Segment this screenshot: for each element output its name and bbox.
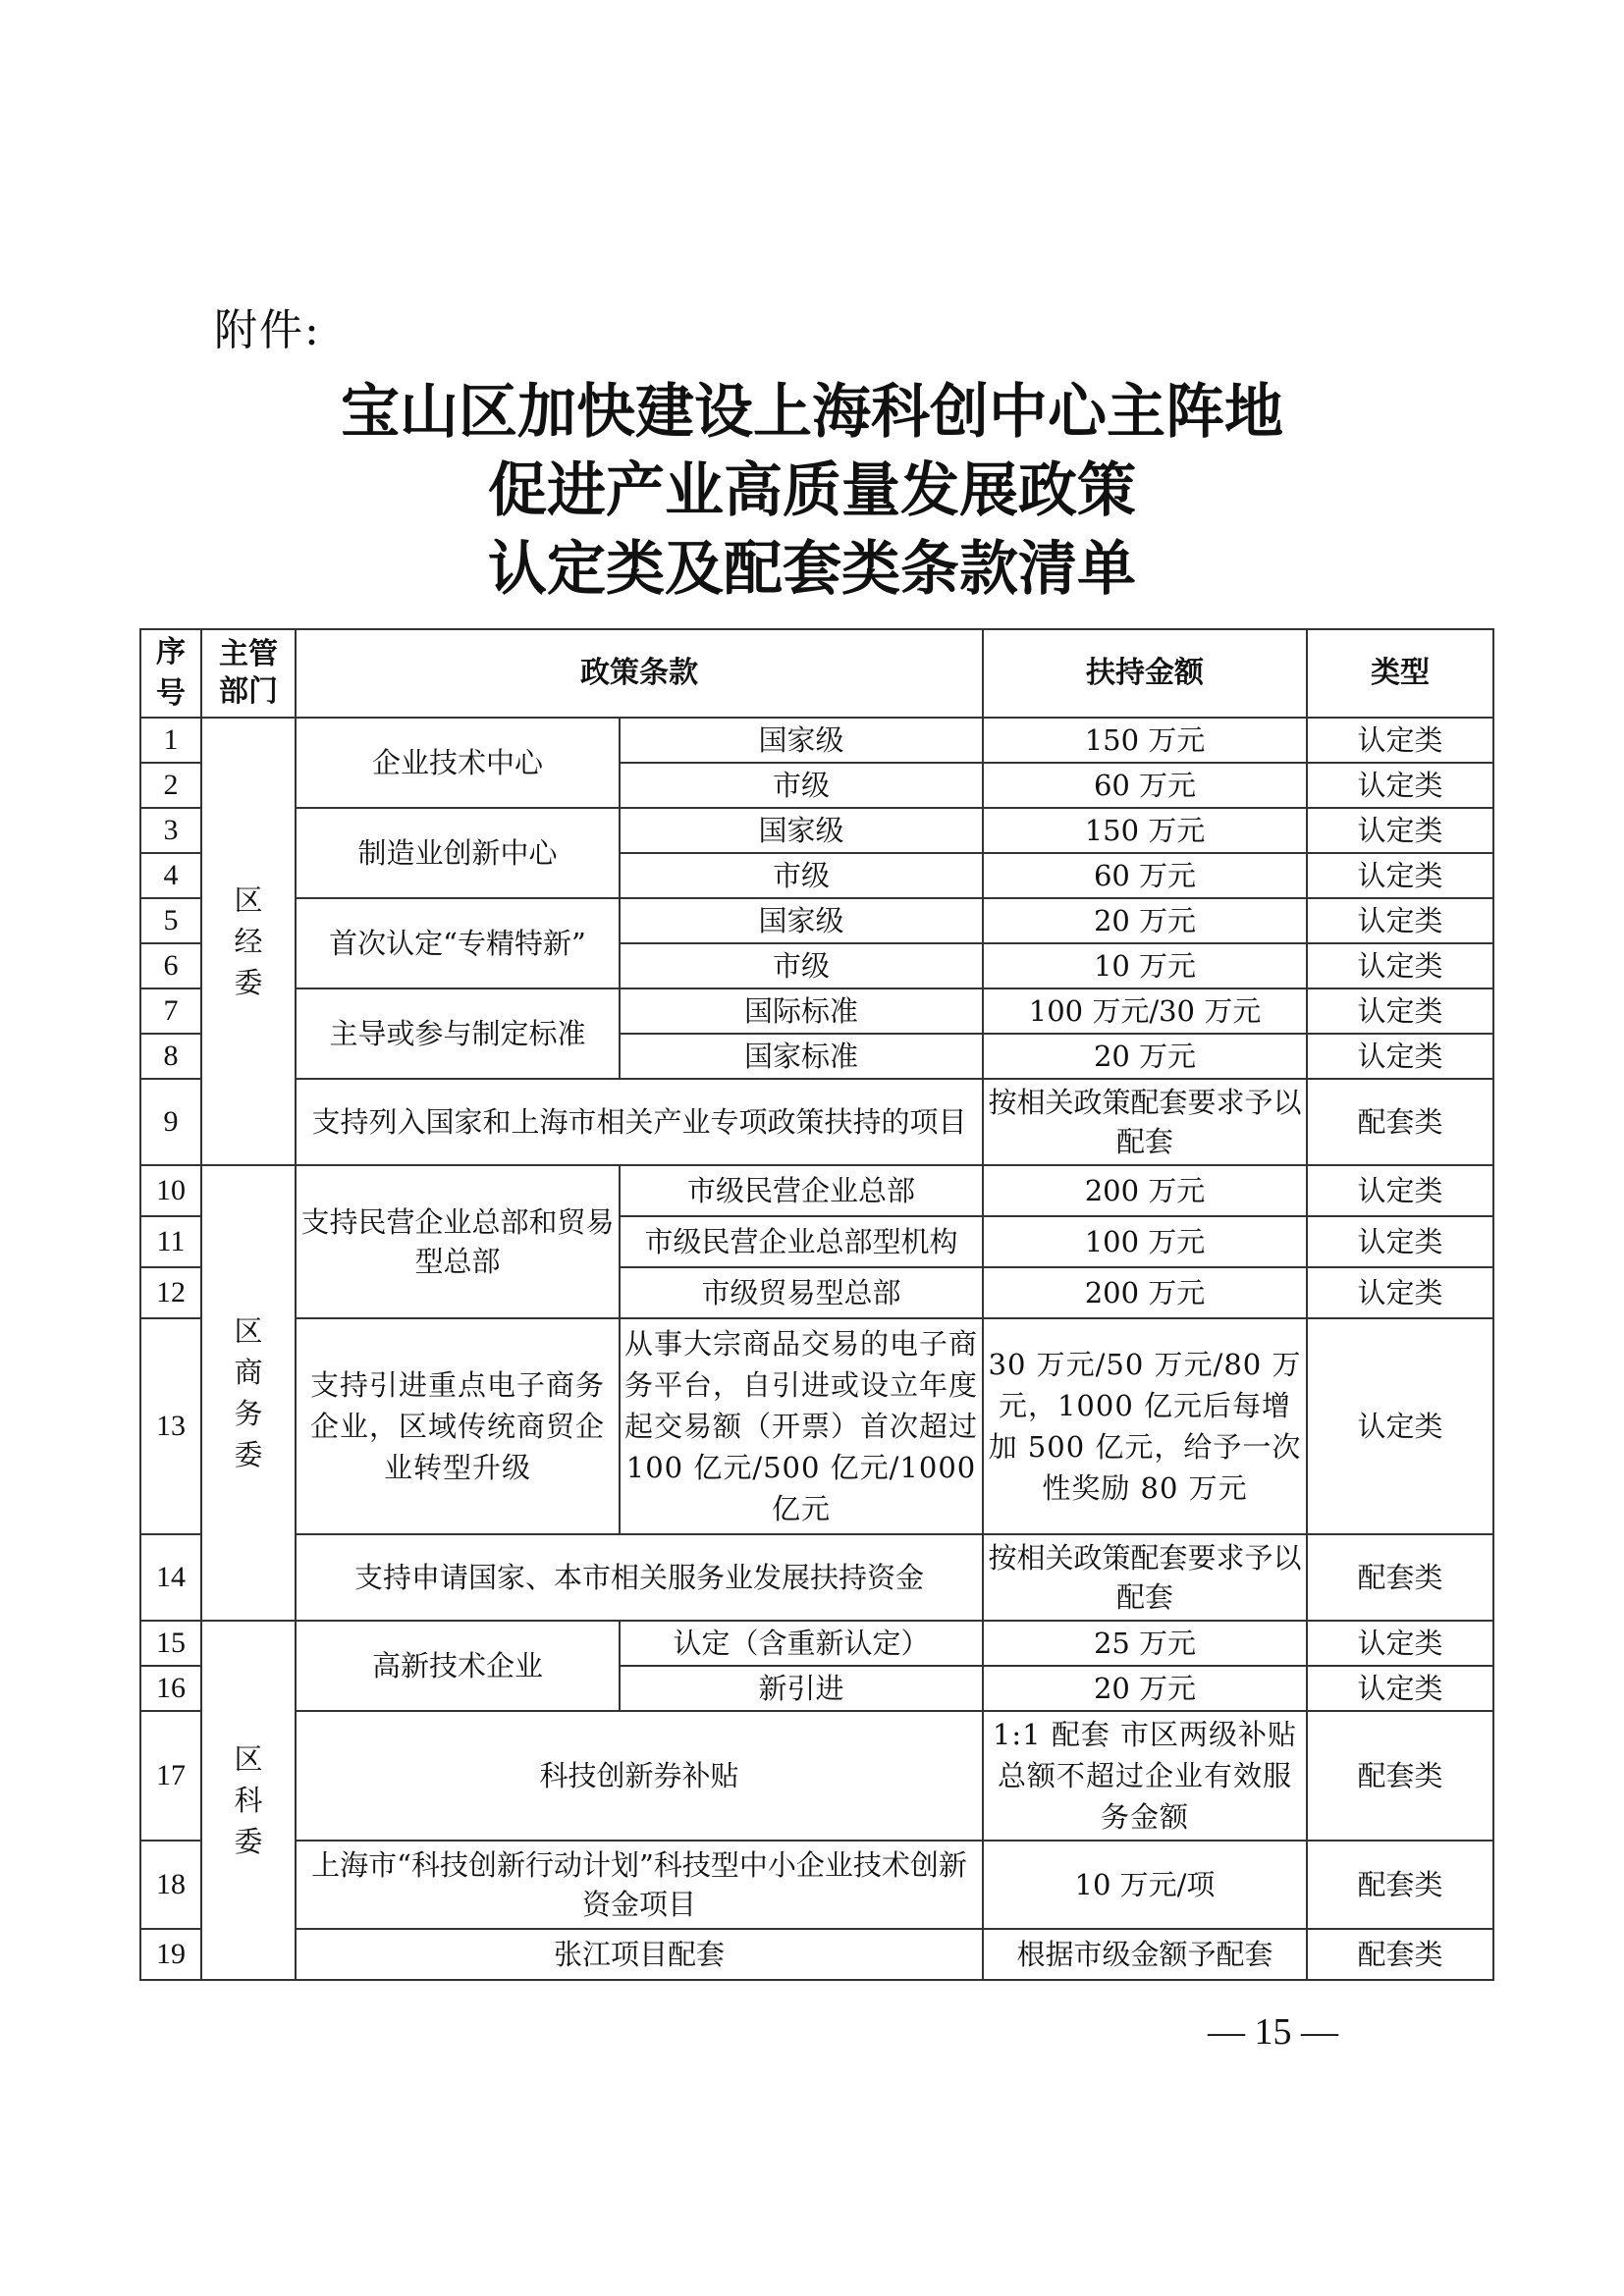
sub-cell: 国家标准 xyxy=(620,1034,983,1079)
type-cell: 配套类 xyxy=(1307,1929,1493,1980)
amount-cell: 150 万元 xyxy=(983,718,1307,763)
header-dept: 主管部门 xyxy=(201,629,296,718)
clause-cell: 科技创新券补贴 xyxy=(296,1711,983,1841)
group-cell: 主导或参与制定标准 xyxy=(296,988,620,1079)
amount-cell: 200 万元 xyxy=(983,1267,1307,1318)
type-cell: 认定类 xyxy=(1307,853,1493,898)
type-cell: 认定类 xyxy=(1307,943,1493,988)
policy-table xyxy=(139,628,1494,1981)
header-clause: 政策条款 xyxy=(296,629,983,718)
table-row xyxy=(140,988,1493,1034)
table-row xyxy=(140,1318,1493,1534)
table-row xyxy=(140,1079,1493,1165)
sub-cell: 认定（含重新认定） xyxy=(620,1621,983,1666)
type-cell: 认定类 xyxy=(1307,1621,1493,1666)
group-cell: 支持引进重点电子商务企业，区域传统商贸企业转型升级 xyxy=(296,1318,620,1534)
title-line-1: 宝山区加快建设上海科创中心主阵地 xyxy=(341,378,1283,447)
row-no: 14 xyxy=(140,1534,201,1621)
table-row xyxy=(140,1929,1493,1980)
amount-cell: 20 万元 xyxy=(983,1034,1307,1079)
sub-cell: 市级 xyxy=(620,853,983,898)
sub-cell: 国家级 xyxy=(620,898,983,943)
type-cell: 认定类 xyxy=(1307,988,1493,1034)
dept-cell: 区商务委 xyxy=(201,1165,296,1621)
amount-cell: 按相关政策配套要求予以配套 xyxy=(983,1079,1307,1165)
type-cell: 配套类 xyxy=(1307,1534,1493,1621)
amount-cell: 25 万元 xyxy=(983,1621,1307,1666)
document-title xyxy=(0,373,1624,609)
clause-cell: 支持列入国家和上海市相关产业专项政策扶持的项目 xyxy=(296,1079,983,1165)
row-no: 1 xyxy=(140,718,201,763)
group-cell: 首次认定“专精特新” xyxy=(296,898,620,988)
table-row xyxy=(140,898,1493,943)
attachment-label: 附件: xyxy=(214,305,321,355)
table-row xyxy=(140,1534,1493,1621)
row-no: 8 xyxy=(140,1034,201,1079)
table-row xyxy=(140,718,1493,763)
amount-cell: 60 万元 xyxy=(983,763,1307,808)
amount-cell: 1:1 配套 市区两级补贴总额不超过企业有效服务金额 xyxy=(983,1711,1307,1841)
title-line-3: 认定类及配套类条款清单 xyxy=(488,535,1136,604)
type-cell: 认定类 xyxy=(1307,763,1493,808)
amount-cell: 20 万元 xyxy=(983,1666,1307,1711)
row-no: 4 xyxy=(140,853,201,898)
row-no: 13 xyxy=(140,1318,201,1534)
amount-cell: 按相关政策配套要求予以配套 xyxy=(983,1534,1307,1621)
type-cell: 认定类 xyxy=(1307,1666,1493,1711)
type-cell: 认定类 xyxy=(1307,1318,1493,1534)
sub-cell: 市级贸易型总部 xyxy=(620,1267,983,1318)
amount-cell: 100 万元/30 万元 xyxy=(983,988,1307,1034)
row-no: 3 xyxy=(140,808,201,853)
row-no: 11 xyxy=(140,1216,201,1267)
amount-cell: 根据市级金额予配套 xyxy=(983,1929,1307,1980)
type-cell: 配套类 xyxy=(1307,1711,1493,1841)
group-cell: 制造业创新中心 xyxy=(296,808,620,898)
header-amount: 扶持金额 xyxy=(983,629,1307,718)
header-type: 类型 xyxy=(1307,629,1493,718)
sub-cell: 国际标准 xyxy=(620,988,983,1034)
row-no: 19 xyxy=(140,1929,201,1980)
sub-cell: 国家级 xyxy=(620,808,983,853)
type-cell: 认定类 xyxy=(1307,1216,1493,1267)
amount-cell: 200 万元 xyxy=(983,1165,1307,1216)
row-no: 7 xyxy=(140,988,201,1034)
type-cell: 配套类 xyxy=(1307,1841,1493,1929)
table-row xyxy=(140,808,1493,853)
amount-cell: 60 万元 xyxy=(983,853,1307,898)
clause-cell: 张江项目配套 xyxy=(296,1929,983,1980)
sub-cell: 新引进 xyxy=(620,1666,983,1711)
sub-cell: 国家级 xyxy=(620,718,983,763)
table-row xyxy=(140,1165,1493,1216)
group-cell: 高新技术企业 xyxy=(296,1621,620,1711)
row-no: 17 xyxy=(140,1711,201,1841)
amount-cell: 150 万元 xyxy=(983,808,1307,853)
type-cell: 认定类 xyxy=(1307,718,1493,763)
title-line-2: 促进产业高质量发展政策 xyxy=(488,456,1136,525)
row-no: 2 xyxy=(140,763,201,808)
table-row xyxy=(140,1841,1493,1929)
page-number: — 15 — xyxy=(1208,2011,1338,2053)
row-no: 9 xyxy=(140,1079,201,1165)
header-index: 序号 xyxy=(140,629,201,718)
type-cell: 认定类 xyxy=(1307,1267,1493,1318)
group-cell: 支持民营企业总部和贸易型总部 xyxy=(296,1165,620,1318)
sub-cell: 市级民营企业总部 xyxy=(620,1165,983,1216)
table-header-row xyxy=(140,629,1493,718)
group-cell: 企业技术中心 xyxy=(296,718,620,808)
sub-cell: 市级 xyxy=(620,943,983,988)
type-cell: 认定类 xyxy=(1307,1165,1493,1216)
row-no: 12 xyxy=(140,1267,201,1318)
type-cell: 配套类 xyxy=(1307,1079,1493,1165)
amount-cell: 100 万元 xyxy=(983,1216,1307,1267)
amount-cell: 10 万元/项 xyxy=(983,1841,1307,1929)
type-cell: 认定类 xyxy=(1307,898,1493,943)
row-no: 10 xyxy=(140,1165,201,1216)
amount-cell: 30 万元/50 万元/80 万元，1000 亿元后每增加 500 亿元，给予一次性奖励 80 万元 xyxy=(983,1318,1307,1534)
sub-cell: 从事大宗商品交易的电子商务平台，自引进或设立年度起交易额（开票）首次超过 100 亿元/500 亿元/1000 亿元 xyxy=(620,1318,983,1534)
clause-cell: 支持申请国家、本市相关服务业发展扶持资金 xyxy=(296,1534,983,1621)
dept-cell: 区经委 xyxy=(201,718,296,1165)
row-no: 16 xyxy=(140,1666,201,1711)
clause-cell: 上海市“科技创新行动计划”科技型中小企业技术创新资金项目 xyxy=(296,1841,983,1929)
row-no: 5 xyxy=(140,898,201,943)
amount-cell: 20 万元 xyxy=(983,898,1307,943)
row-no: 6 xyxy=(140,943,201,988)
type-cell: 认定类 xyxy=(1307,808,1493,853)
dept-cell: 区科委 xyxy=(201,1621,296,1980)
sub-cell: 市级民营企业总部型机构 xyxy=(620,1216,983,1267)
row-no: 15 xyxy=(140,1621,201,1666)
table-row xyxy=(140,1621,1493,1666)
table-row xyxy=(140,1711,1493,1841)
amount-cell: 10 万元 xyxy=(983,943,1307,988)
type-cell: 认定类 xyxy=(1307,1034,1493,1079)
sub-cell: 市级 xyxy=(620,763,983,808)
row-no: 18 xyxy=(140,1841,201,1929)
